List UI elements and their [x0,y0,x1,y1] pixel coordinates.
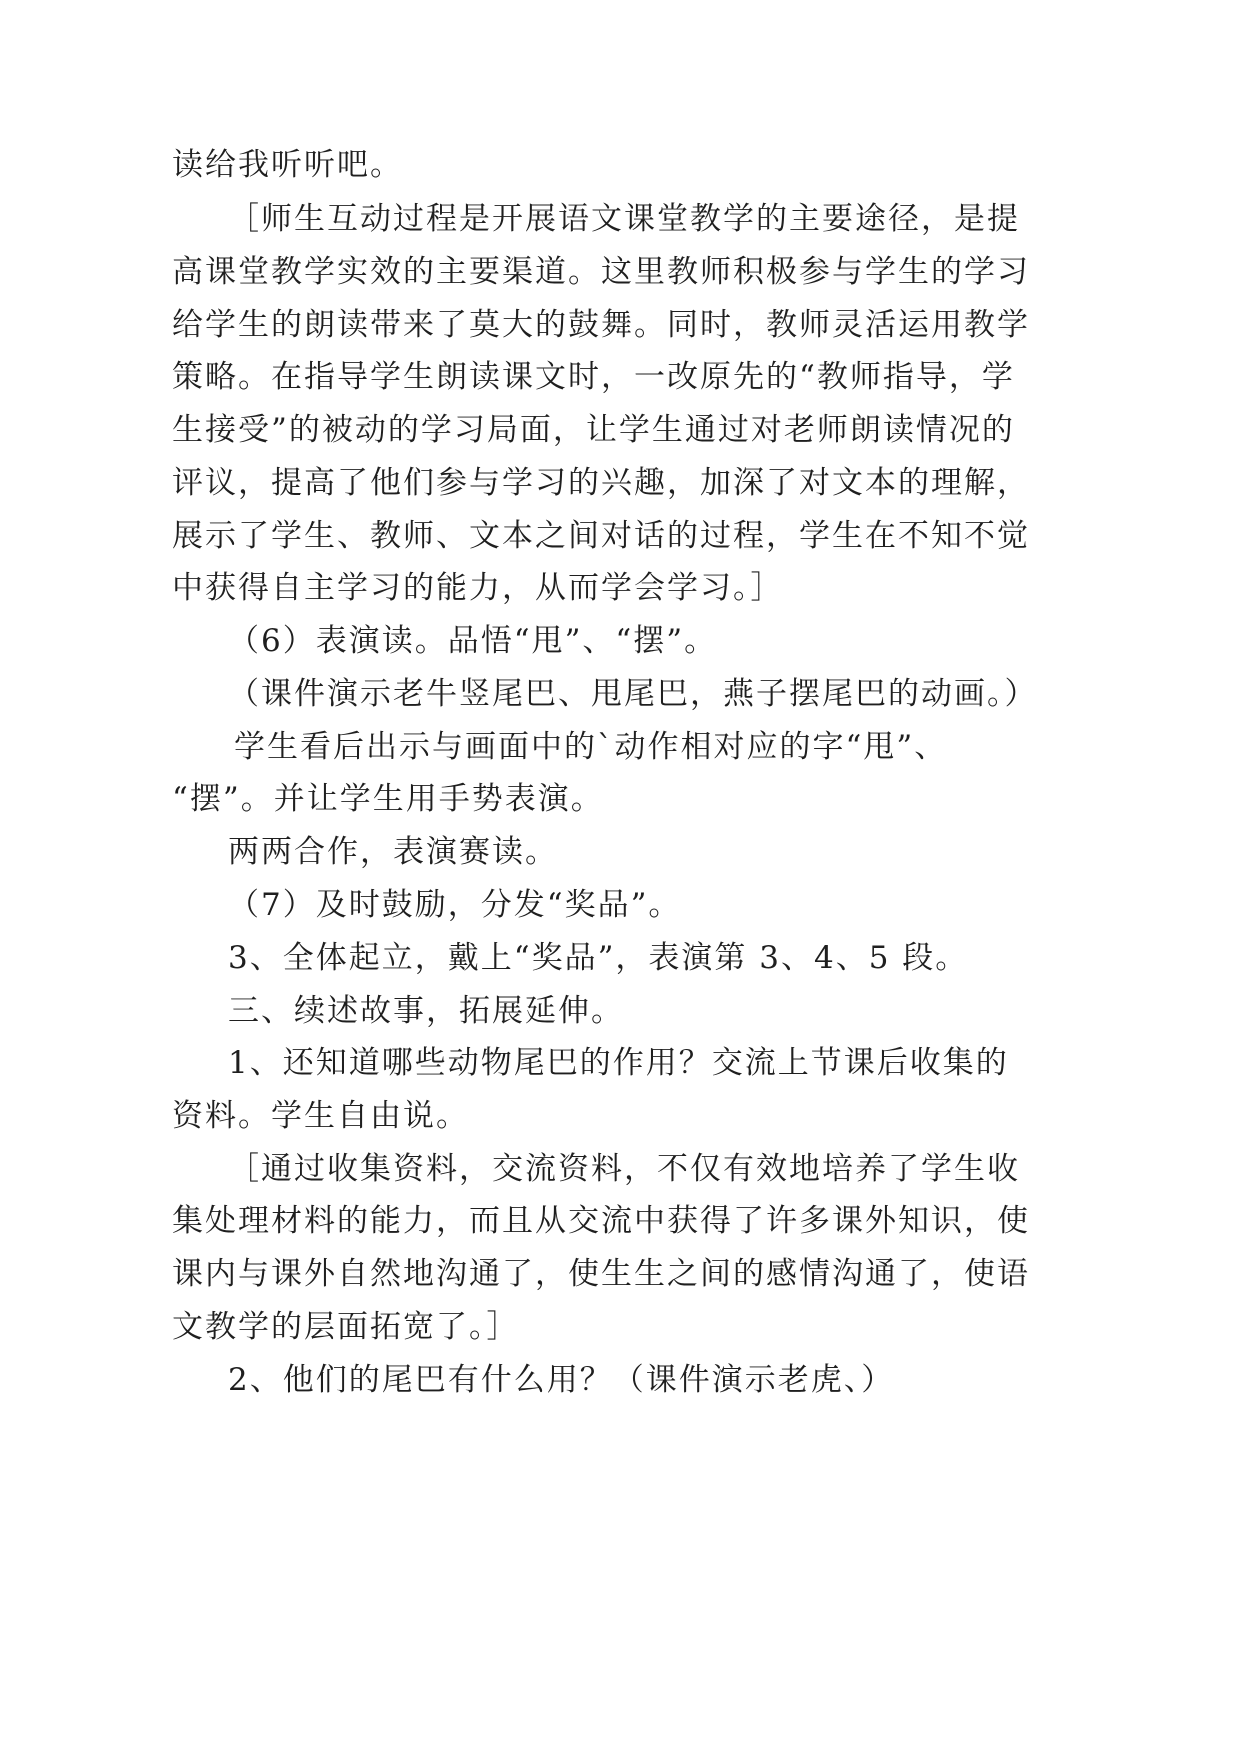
text-line-14: 两两合作，表演赛读。 [228,834,558,870]
text-line-12: 学生看后出示与画面中的`动作相对应的字“甩”、 [234,729,948,765]
text-line-16: 3、全体起立，戴上“奖品”，表演第 3、4、5 段。 [228,940,969,976]
text-line-4: 给学生的朗读带来了莫大的鼓舞。同时，教师灵活运用教学 [172,307,1030,343]
text-line-18: 1、还知道哪些动物尾巴的作用？交流上节课后收集的 [228,1045,1009,1081]
text-line-10: （6）表演读。品悟“甩”、“摆”。 [228,623,718,659]
text-line-5: 策略。在指导学生朗读课文时，一改原先的“教师指导，学 [172,359,1015,395]
text-line-11: （课件演示老牛竖尾巴、甩尾巴，燕子摆尾巴的动画。） [228,676,1038,712]
text-line-8: 展示了学生、教师、文本之间对话的过程，学生在不知不觉 [172,518,1030,554]
text-line-20: ［通过收集资料，交流资料，不仅有效地培养了学生收 [228,1151,1020,1187]
text-line-7: 评议，提高了他们参与学习的兴趣，加深了对文本的理解， [172,465,1030,501]
text-line-23: 文教学的层面拓宽了。］ [172,1309,520,1345]
text-line-6: 生接受”的被动的学习局面，让学生通过对老师朗读情况的 [172,412,1015,448]
text-line-19: 资料。学生自由说。 [172,1098,469,1134]
text-line-13: “摆”。并让学生用手势表演。 [172,781,604,817]
text-line-1: 读给我听听吧。 [172,147,403,183]
text-line-15: （7）及时鼓励，分发“奖品”。 [228,887,682,923]
text-line-3: 高课堂教学实效的主要渠道。这里教师积极参与学生的学习 [172,254,1030,290]
text-line-9: 中获得自主学习的能力，从而学会学习。］ [172,570,784,606]
text-line-17: 三、续述故事，拓展延伸。 [228,993,624,1029]
text-line-21: 集处理材料的能力，而且从交流中获得了许多课外知识，使 [172,1203,1030,1239]
text-line-24: 2、他们的尾巴有什么用？（课件演示老虎、） [228,1362,895,1398]
text-line-22: 课内与课外自然地沟通了，使生生之间的感情沟通了，使语 [172,1256,1030,1292]
text-line-2: ［师生互动过程是开展语文课堂教学的主要途径，是提 [228,201,1020,237]
